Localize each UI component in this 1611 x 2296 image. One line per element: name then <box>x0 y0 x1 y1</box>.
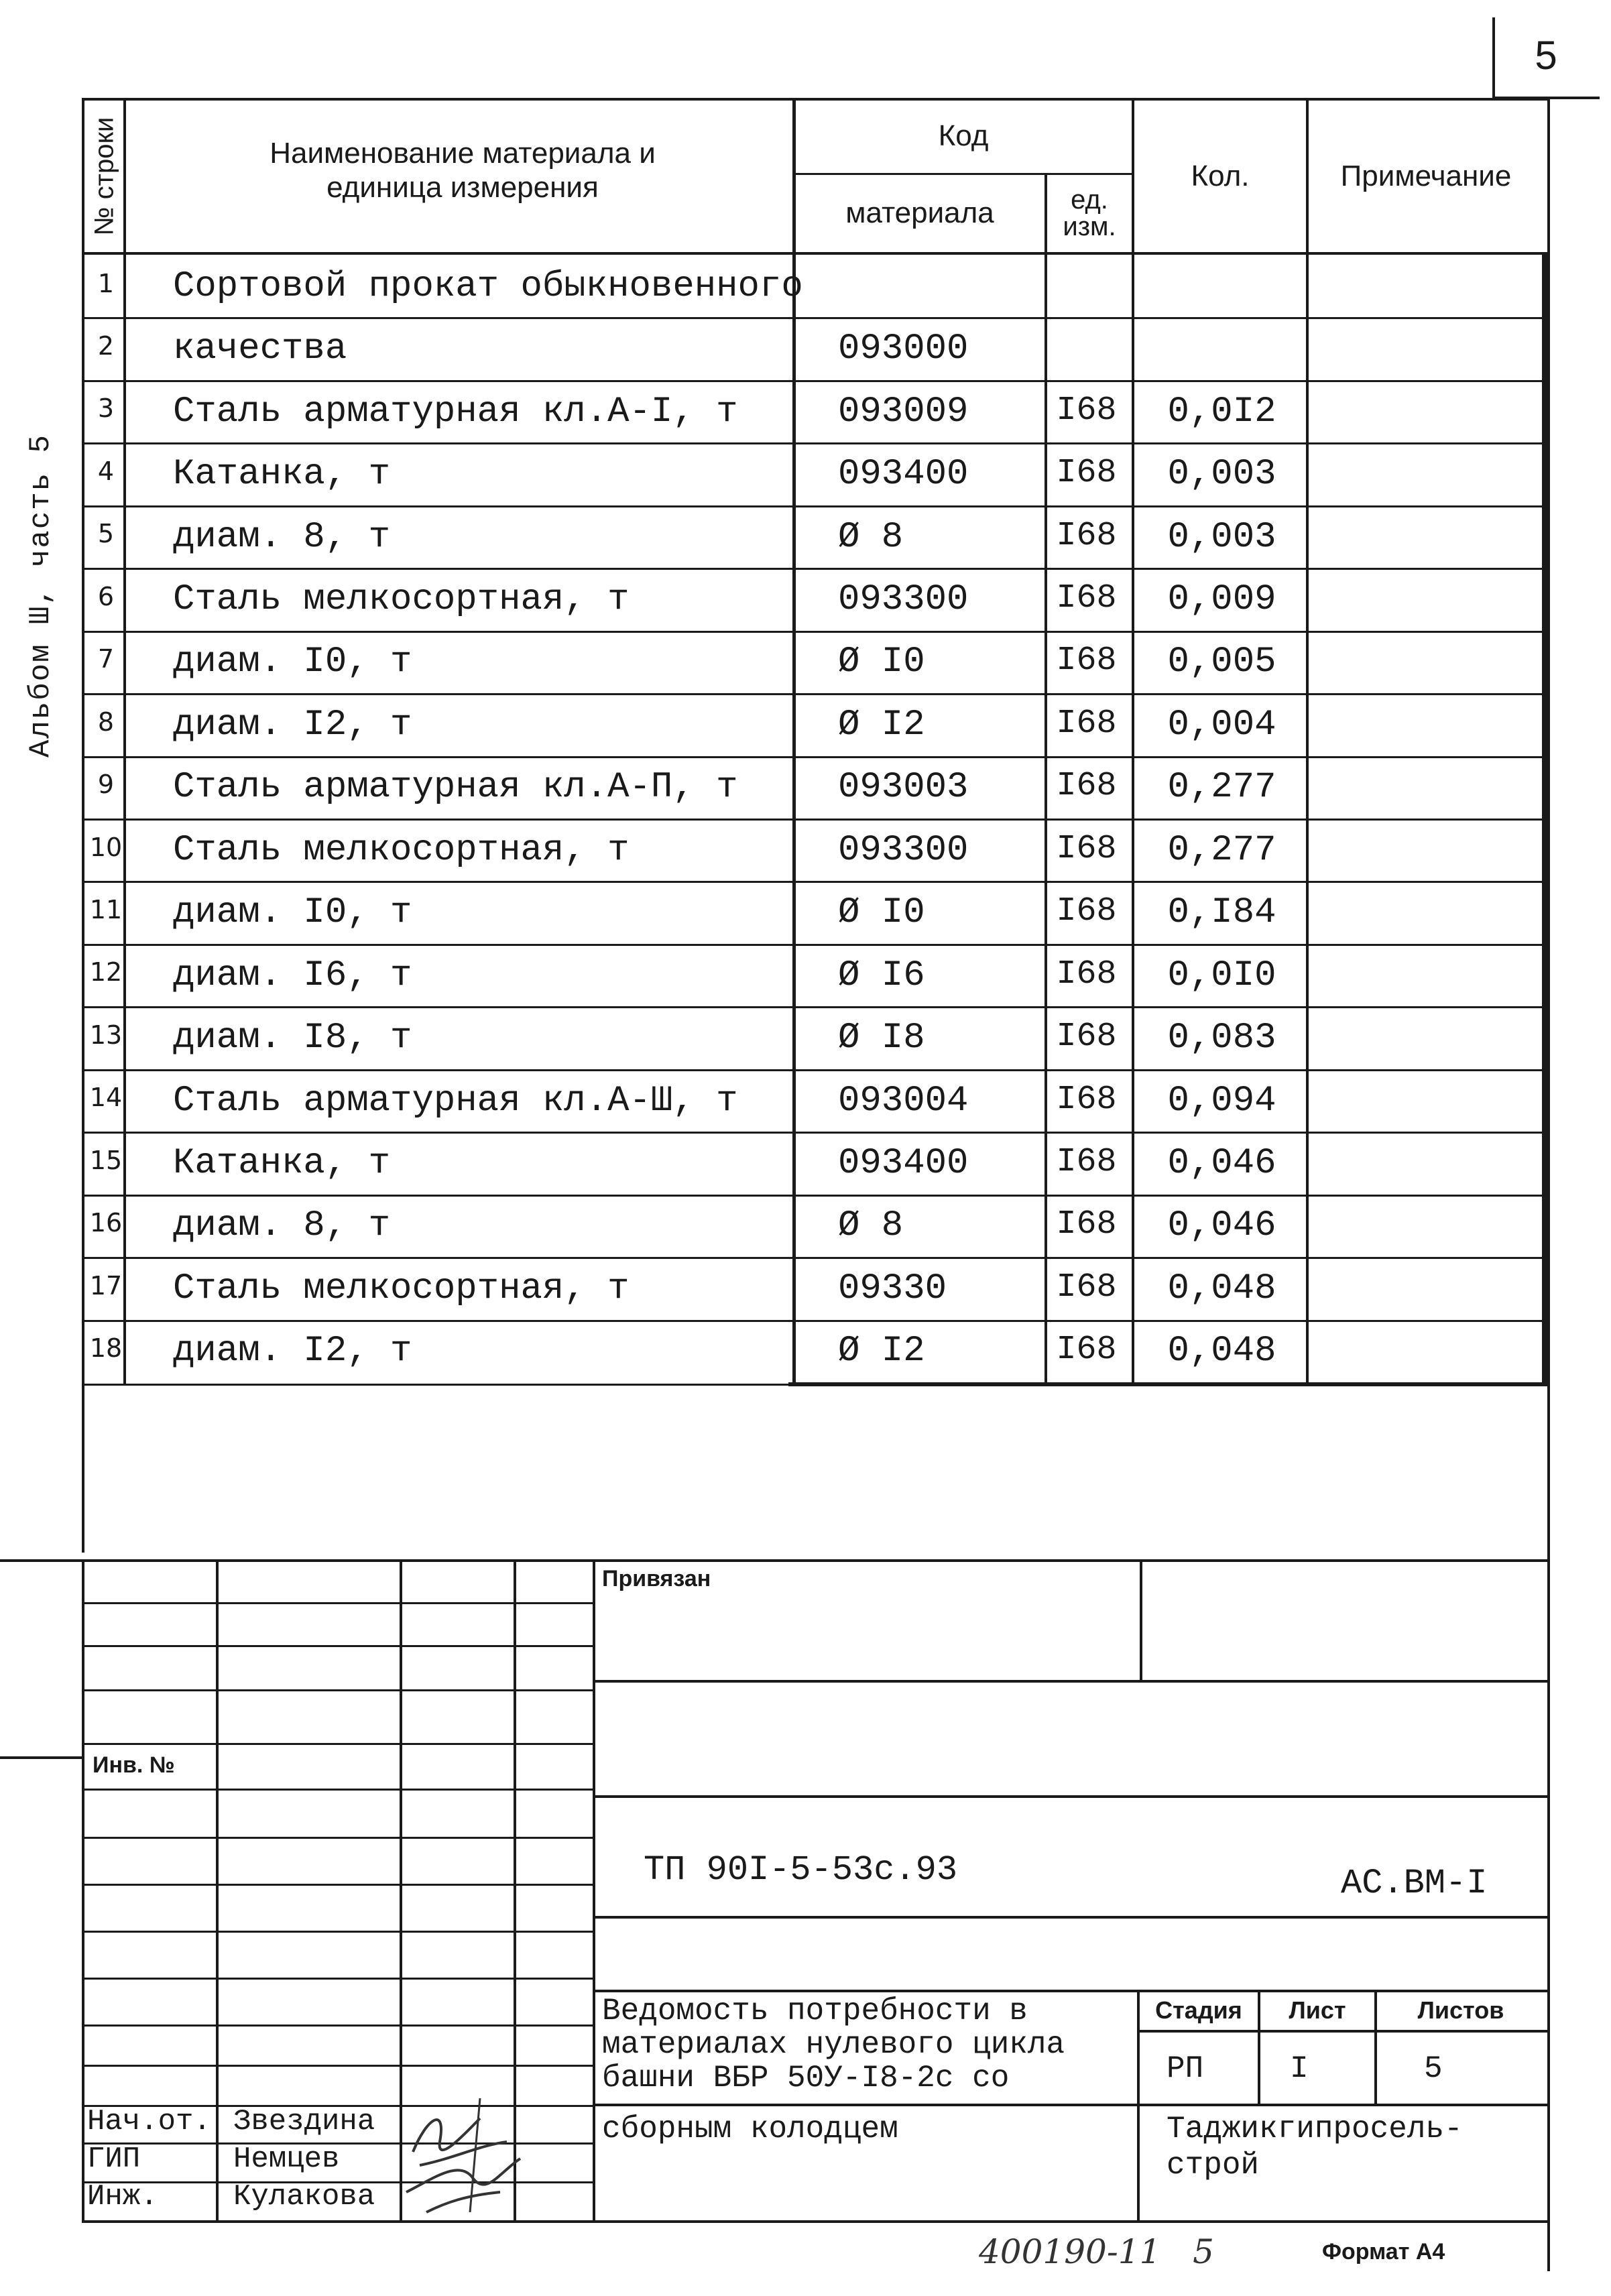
table-header-bottom-line <box>82 252 1550 255</box>
paper-format: Формат А4 <box>1322 2239 1445 2264</box>
material-code: Ø 8 <box>838 517 904 558</box>
title-line-2: материалах нулевого цикла <box>602 2027 1065 2062</box>
signature-name-2: Немцев <box>233 2142 340 2176</box>
unit-code: I68 <box>1056 517 1117 555</box>
material-name: Сталь мелкосортная, т <box>173 830 630 871</box>
quantity: 0,094 <box>1167 1081 1276 1122</box>
unit-code: I68 <box>1056 1018 1117 1056</box>
row-number: 9 <box>97 770 115 799</box>
material-name: диам. I6, т <box>173 955 412 996</box>
table-row-separator <box>82 1257 1547 1259</box>
unit-code: I68 <box>1056 1205 1117 1244</box>
material-code: 09330 <box>838 1268 947 1309</box>
material-name: Катанка, т <box>173 454 391 495</box>
row-number: 10 <box>89 833 123 862</box>
material-name: диам. I2, т <box>173 705 412 745</box>
header-row-number: № строки <box>89 117 119 236</box>
title-block-row-line <box>82 1884 595 1886</box>
row-number: 12 <box>89 957 123 987</box>
row-number: 17 <box>89 1271 123 1301</box>
tb-privyazan-bottom <box>593 1680 1547 1683</box>
organization-line-1: Таджикгипросель- <box>1167 2112 1463 2147</box>
table-bottom-line-left <box>82 1384 792 1386</box>
title-block-row-line <box>82 2025 595 2027</box>
unit-code: I68 <box>1056 1331 1117 1369</box>
unit-code: I68 <box>1056 391 1117 430</box>
row-number: 4 <box>97 457 115 486</box>
title-block-row-line <box>82 1931 595 1933</box>
material-code: Ø 8 <box>838 1205 904 1246</box>
inv-number-label: Инв. № <box>93 1752 175 1778</box>
row-number: 16 <box>89 1208 123 1237</box>
quantity: 0,277 <box>1167 767 1276 808</box>
table-row-separator <box>82 881 1547 883</box>
quantity: 0,004 <box>1167 705 1276 745</box>
title-line-4: сборным колодцем <box>602 2112 898 2147</box>
row-number: 8 <box>97 707 115 737</box>
quantity: 0,003 <box>1167 454 1276 495</box>
unit-code: I68 <box>1056 579 1117 617</box>
quantity: 0,005 <box>1167 642 1276 682</box>
material-name: Сталь арматурная кл.А-Ш, т <box>173 1081 738 1122</box>
row-number: 1 <box>97 269 115 298</box>
header-material-code: материала <box>845 196 994 229</box>
privyazan-label: Привязан <box>602 1566 711 1591</box>
material-name: диам. 8, т <box>173 1205 391 1246</box>
material-code: Ø I2 <box>838 1331 925 1372</box>
material-name: Сталь мелкосортная, т <box>173 579 630 620</box>
material-name: Катанка, т <box>173 1143 391 1184</box>
header-code-group: Код <box>938 119 989 152</box>
table-row-separator <box>82 756 1547 758</box>
table-row-separator <box>82 505 1547 507</box>
title-block-row-line <box>82 1602 595 1604</box>
material-name: диам. 8, т <box>173 517 391 558</box>
unit-code: I68 <box>1056 1143 1117 1181</box>
tb-col1 <box>216 1559 219 2223</box>
unit-code: I68 <box>1056 830 1117 868</box>
signature-role-1: Нач.от. <box>87 2105 211 2138</box>
title-block-row-line <box>82 1645 595 1647</box>
signature-role-3: Инж. <box>87 2180 158 2214</box>
row-number: 6 <box>97 582 115 611</box>
material-code: 093004 <box>838 1081 969 1122</box>
unit-code: I68 <box>1056 705 1117 743</box>
material-name: диам. I0, т <box>173 642 412 682</box>
table-row-separator <box>82 819 1547 821</box>
sheets-value: 5 <box>1424 2051 1443 2086</box>
row-number: 3 <box>97 394 115 423</box>
organization-line-2: строй <box>1167 2148 1260 2183</box>
tb-privyazan-divider <box>1140 1559 1142 1681</box>
title-block-row-line <box>82 1689 595 1691</box>
unit-code: I68 <box>1056 955 1117 993</box>
row-number: 18 <box>89 1333 123 1363</box>
material-name: Сортовой прокат обыкновенного <box>173 266 803 307</box>
title-block-row-line <box>82 1789 595 1791</box>
quantity: 0,048 <box>1167 1268 1276 1309</box>
material-name: Сталь арматурная кл.А-П, т <box>173 767 738 808</box>
signature-name-1: Звездина <box>233 2105 375 2138</box>
material-code: Ø I0 <box>838 642 925 682</box>
sheet-label: Лист <box>1289 1996 1346 2024</box>
sheet-value: I <box>1290 2051 1309 2086</box>
unit-code: I68 <box>1056 892 1117 930</box>
tb-docrow-top <box>593 1795 1547 1798</box>
row-number: 2 <box>97 331 115 361</box>
unit-code: I68 <box>1056 454 1117 492</box>
material-code: Ø I6 <box>838 955 925 996</box>
tb-bottom-line <box>82 2220 1547 2223</box>
table-row-separator <box>82 1006 1547 1008</box>
table-unit-qty-divider <box>1132 98 1134 1385</box>
header-unit: ед. изм. <box>1063 185 1116 241</box>
quantity: 0,046 <box>1167 1205 1276 1246</box>
table-row-separator <box>82 693 1547 695</box>
row-number: 14 <box>89 1083 123 1112</box>
quantity: 0,009 <box>1167 579 1276 620</box>
side-album-label: Альбом Ш, часть 5 <box>24 434 58 758</box>
material-code: 093400 <box>838 1143 969 1184</box>
material-code: Ø I8 <box>838 1018 925 1059</box>
row-number: 15 <box>89 1146 123 1175</box>
quantity: 0,I84 <box>1167 892 1276 933</box>
tb-stage-head-bottom <box>1137 2030 1547 2033</box>
material-code: 093300 <box>838 830 969 871</box>
unit-code: I68 <box>1056 1081 1117 1119</box>
material-code: 093300 <box>838 579 969 620</box>
title-line-3: башни ВБР 50У-I8-2с со <box>602 2061 1010 2096</box>
table-qty-note-divider <box>1306 98 1309 1385</box>
sheet-code: АС.ВМ-I <box>1341 1864 1488 1903</box>
table-row-separator <box>82 568 1547 570</box>
stage-value: РП <box>1167 2051 1204 2086</box>
unit-code: I68 <box>1056 1268 1117 1307</box>
material-name: Сталь арматурная кл.А-I, т <box>173 391 738 432</box>
signature-name-3: Кулакова <box>233 2180 375 2214</box>
tb-left-outer <box>82 1559 84 2223</box>
material-code: 093400 <box>838 454 969 495</box>
handwritten-archive-number: 400190-11 5 <box>979 2232 1214 2271</box>
quantity: 0,003 <box>1167 517 1276 558</box>
header-note: Примечание <box>1340 159 1512 192</box>
tb-title-top <box>593 1990 1547 1992</box>
material-code: 093000 <box>838 328 969 369</box>
material-name: диам. I0, т <box>173 892 412 933</box>
row-number: 5 <box>97 519 115 548</box>
material-code: Ø I2 <box>838 705 925 745</box>
frame-left-line <box>82 98 84 1553</box>
table-row-separator <box>82 944 1547 946</box>
material-name: диам. I2, т <box>173 1331 412 1372</box>
quantity: 0,0I2 <box>1167 391 1276 432</box>
document-code: ТП 90I-5-53с.93 <box>644 1850 958 1890</box>
title-block-row-line <box>82 2065 595 2067</box>
table-row-separator <box>82 1320 1547 1322</box>
tb-docrow-bottom <box>593 1916 1547 1919</box>
material-name: диам. I8, т <box>173 1018 412 1059</box>
quantity: 0,0I0 <box>1167 955 1276 996</box>
row-number: 11 <box>89 895 123 924</box>
header-material-name: Наименование материала и единица измерения <box>270 137 656 204</box>
tb-stage-bottom <box>593 2104 1547 2106</box>
title-block-row-line <box>82 1743 595 1745</box>
quantity: 0,277 <box>1167 830 1276 871</box>
quantity: 0,048 <box>1167 1331 1276 1372</box>
quantity: 0,083 <box>1167 1018 1276 1059</box>
title-line-1: Ведомость потребности в <box>602 1994 1028 2029</box>
material-name: качества <box>173 328 347 369</box>
stage-label: Стадия <box>1155 1996 1242 2024</box>
material-code: 093003 <box>838 767 969 808</box>
table-row-separator <box>82 1195 1547 1197</box>
quantity: 0,046 <box>1167 1143 1276 1184</box>
page-number: 5 <box>1535 33 1557 78</box>
frame-right-line <box>1547 99 1550 2271</box>
handwritten-signatures <box>400 2078 534 2223</box>
tb-col4 <box>593 1559 595 2223</box>
table-bottom-line <box>788 1382 1547 1386</box>
header-quantity: Кол. <box>1191 159 1250 192</box>
unit-code: I68 <box>1056 767 1117 805</box>
tb-left-stub <box>0 1756 84 1759</box>
table-row-separator <box>82 317 1547 319</box>
table-row-separator <box>82 631 1547 633</box>
row-number: 13 <box>89 1020 123 1050</box>
tb-top-line <box>0 1559 1547 1562</box>
unit-code: I68 <box>1056 642 1117 680</box>
table-row-separator <box>82 380 1547 382</box>
title-block-row-line <box>82 1978 595 1980</box>
row-number: 7 <box>97 644 115 674</box>
table-row-separator <box>82 1132 1547 1134</box>
table-row-num-divider <box>123 98 126 1385</box>
material-name: Сталь мелкосортная, т <box>173 1268 630 1309</box>
material-code: Ø I0 <box>838 892 925 933</box>
title-block-row-line <box>82 1837 595 1839</box>
table-row-separator <box>82 1069 1547 1071</box>
signature-role-2: ГИП <box>87 2142 141 2176</box>
sheets-label: Листов <box>1417 1996 1504 2024</box>
table-row-separator <box>82 442 1547 444</box>
material-code: 093009 <box>838 391 969 432</box>
